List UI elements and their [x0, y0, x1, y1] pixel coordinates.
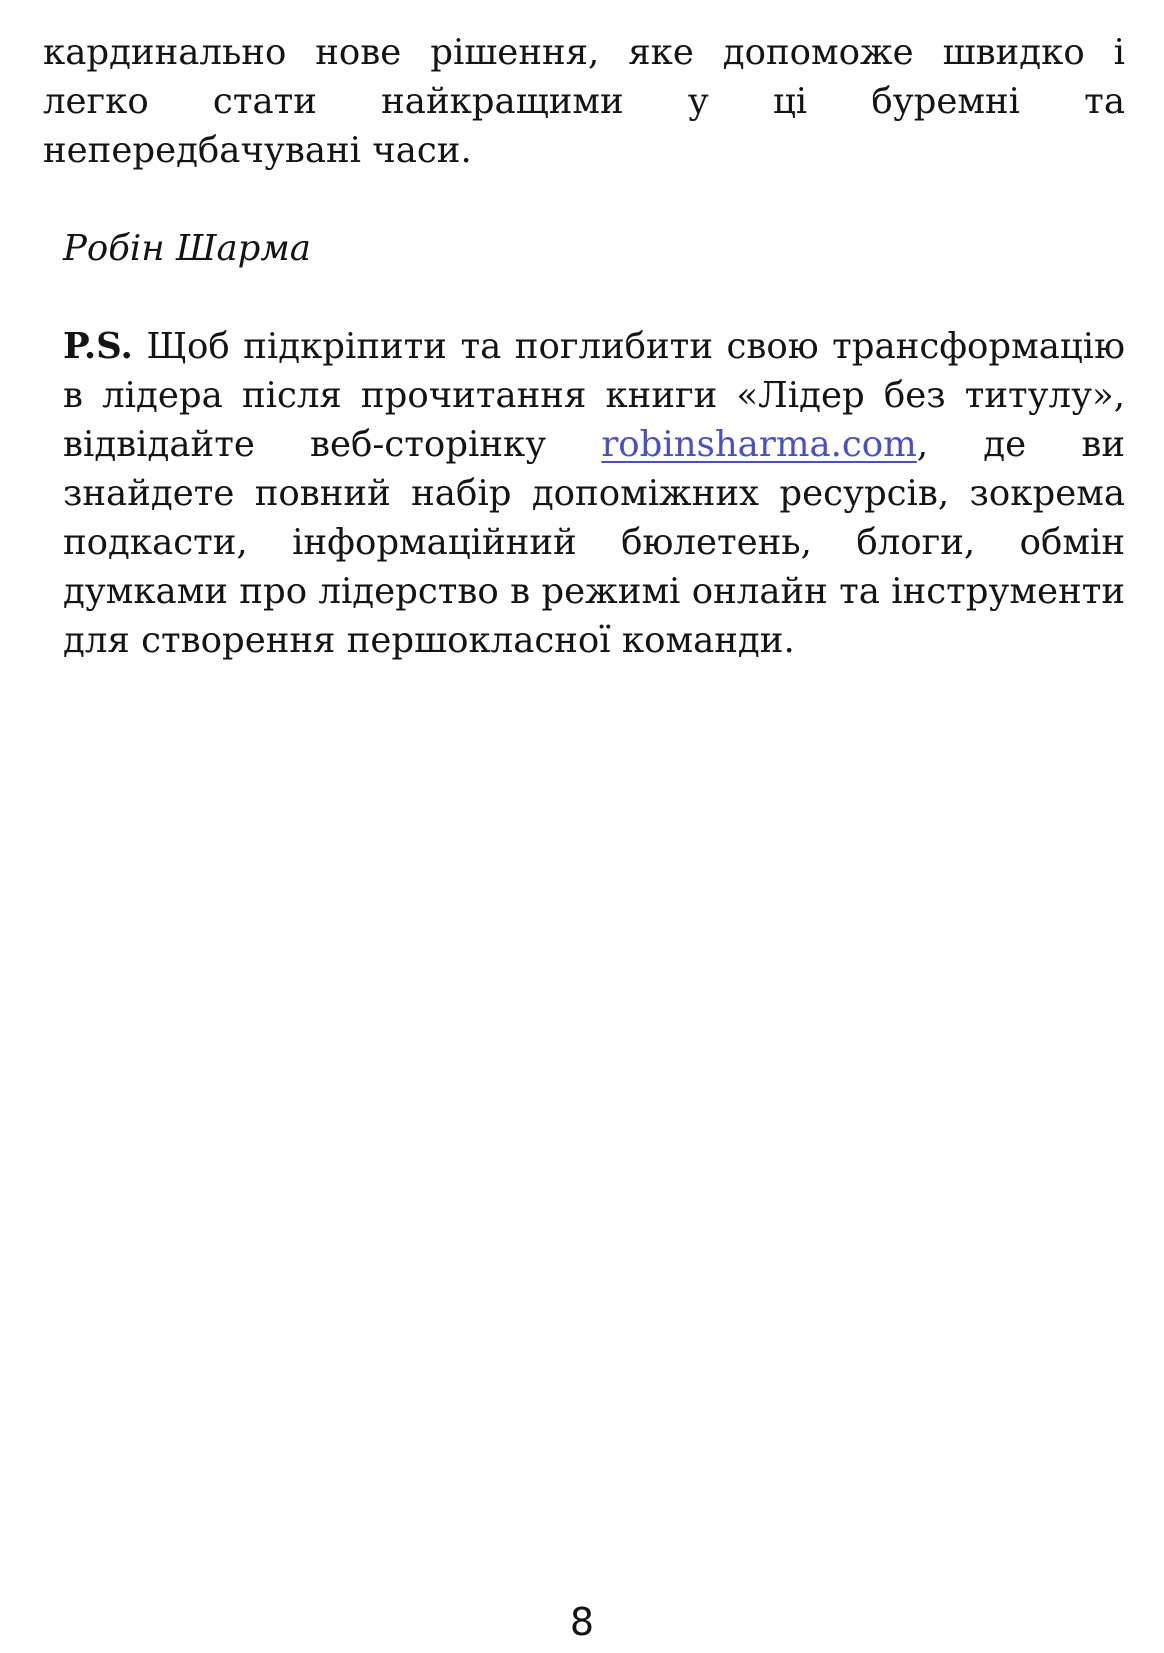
- postscript-text-before-link: Щоб підкріпити та поглибити свою трансформацію в лідера після прочитання книги «Лідер без титулу», відвідайте веб-сторінку: [63, 326, 1125, 465]
- postscript-text-after-link: , де ви знайдете повний набір допоміжних ресурсів, зокрема подкасти, інформаційний бюлетень, блоги, обмін думками про лідерство в режимі онлайн та інструменти для створення першокласної команди.: [63, 424, 1125, 661]
- spacer: [43, 273, 1125, 322]
- page-number: 8: [569, 1600, 595, 1644]
- website-link[interactable]: robinsharma.com: [601, 424, 917, 465]
- intro-paragraph: кардинально нове рішення, яке допоможе швидко і легко стати найкращими у ці буремні та непередбачувані часи.: [43, 32, 1125, 171]
- spacer: [43, 175, 1125, 224]
- author-signature: Робін Шарма: [63, 228, 311, 269]
- postscript-paragraph: [43, 322, 1125, 665]
- postscript-label: P.S.: [63, 326, 133, 367]
- page-content: [43, 28, 1125, 665]
